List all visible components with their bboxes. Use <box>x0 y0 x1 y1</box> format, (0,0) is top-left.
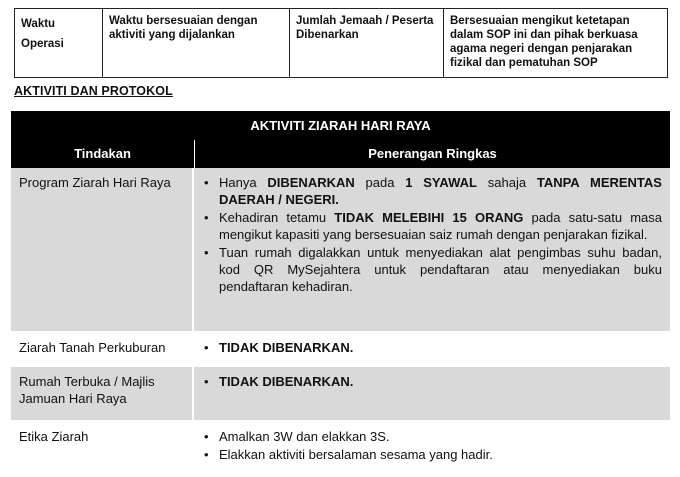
table-row <box>11 168 670 333</box>
row-action: Program Ziarah Hari Raya <box>11 168 194 331</box>
bullet-icon: • <box>204 210 209 225</box>
bullet-text: pada <box>354 175 406 190</box>
list-item <box>202 209 662 243</box>
table-row <box>11 367 670 422</box>
row-action: Rumah Terbuka / Majlis Jamuan Hari Raya <box>11 367 194 420</box>
bullet-text: Kehadiran tetamu <box>219 210 335 225</box>
bullet-text-bold: TIDAK DIBENARKAN. <box>219 374 354 389</box>
header-description: Penerangan Ringkas <box>195 140 670 168</box>
activity-table-title: AKTIVITI ZIARAH HARI RAYA <box>11 111 670 140</box>
bullet-icon: • <box>204 374 209 389</box>
row-action: Ziarah Tanah Perkuburan <box>11 333 194 365</box>
row-action: Etika Ziarah <box>11 422 194 470</box>
list-item <box>202 174 662 208</box>
participant-count-label: Jumlah Jemaah / Peserta Dibenarkan <box>290 9 444 78</box>
list-item <box>202 244 662 295</box>
bullet-icon: • <box>204 245 209 260</box>
bullet-list <box>202 339 662 356</box>
bullet-list <box>202 373 662 390</box>
list-item <box>202 428 662 445</box>
bullet-text: pada satu-satu masa mengikut kapasiti yang bersesuaian saiz rumah dengan penjarakan fizikal. <box>219 210 663 242</box>
bullet-text-bold: DIBENARKAN <box>267 175 355 190</box>
operation-time-label <box>15 9 103 78</box>
bullet-icon: • <box>204 340 209 355</box>
bullet-text: sahaja <box>476 175 537 190</box>
operation-info-row <box>15 9 668 78</box>
operation-time-label-line2: Operasi <box>21 38 64 50</box>
bullet-text-bold: TANPA MERENTAS DAERAH / NEGERI. <box>219 175 662 207</box>
bullet-text: Tuan rumah digalakkan untuk menyediakan alat pengimbas suhu badan, kod QR MySejahtera untuk pendaftaran atau menyediakan buku pendaftaran kehadiran. <box>219 245 662 294</box>
bullet-text-bold: 1 SYAWAL <box>405 175 477 190</box>
bullet-icon: • <box>204 429 209 444</box>
header-action: Tindakan <box>11 140 195 168</box>
activity-table <box>11 111 670 472</box>
bullet-list <box>202 174 662 295</box>
list-item <box>202 446 662 463</box>
activity-table-header <box>11 140 670 168</box>
list-item <box>202 373 662 390</box>
bullet-text: Amalkan 3W dan elakkan 3S. <box>219 429 390 444</box>
bullet-icon: • <box>204 175 209 190</box>
table-row <box>11 333 670 367</box>
table-row <box>11 422 670 472</box>
bullet-text-bold: TIDAK DIBENARKAN. <box>219 340 354 355</box>
operation-time-value: Waktu bersesuaian dengan aktiviti yang dijalankan <box>103 9 290 78</box>
bullet-icon: • <box>204 447 209 462</box>
bullet-text: Hanya <box>219 175 268 190</box>
section-heading: AKTIVITI DAN PROTOKOL <box>14 84 173 98</box>
operation-time-label-line1: Waktu <box>21 18 56 30</box>
row-description <box>194 168 670 331</box>
bullet-list <box>202 428 662 463</box>
participant-count-value: Bersesuaian mengikut ketetapan dalam SOP ini dan pihak berkuasa agama negeri dengan penjarakan fizikal dan pematuhan SOP <box>444 9 668 78</box>
row-description <box>194 367 670 420</box>
operation-info-table <box>14 8 668 78</box>
row-description <box>194 333 670 365</box>
list-item <box>202 339 662 356</box>
bullet-text-bold: TIDAK MELEBIHI 15 ORANG <box>334 210 524 225</box>
bullet-text: Elakkan aktiviti bersalaman sesama yang hadir. <box>219 447 493 462</box>
row-description <box>194 422 670 470</box>
